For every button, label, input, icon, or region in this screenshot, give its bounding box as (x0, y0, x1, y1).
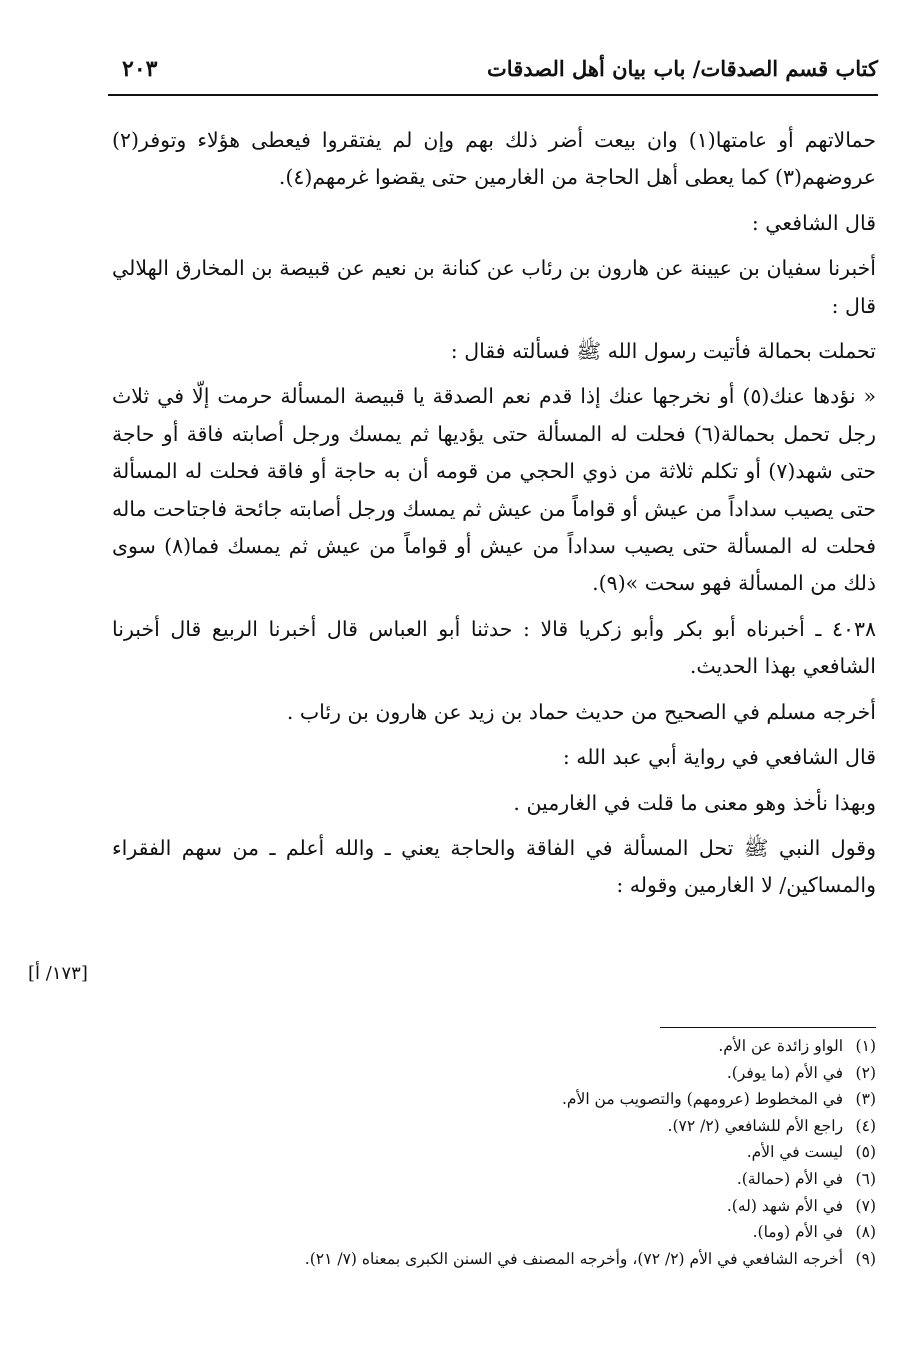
footnote-number: (٨) (855, 1223, 876, 1242)
page-number: ٢٠٣ (122, 56, 158, 82)
footnote-number: (٦) (855, 1169, 876, 1188)
footnote-text: أخرجه الشافعي في الأم (٢/ ٧٢)، وأخرجه المصنف في السنن الكبرى بمعناه (٧/ ٢١). (304, 1249, 844, 1268)
footnote (112, 1139, 876, 1166)
footnote (112, 1113, 876, 1140)
main-text (112, 122, 876, 913)
footnote (112, 1033, 876, 1060)
footnote-divider (660, 1027, 876, 1028)
footnote (112, 1086, 876, 1113)
footnote-text: في الأم (وما). (752, 1223, 844, 1242)
paragraph: ٤٠٣٨ ـ أخبرناه أبو بكر وأبو زكريا قالا : حدثنا أبو العباس قال أخبرنا الربيع قال أخبرنا الشافعي بهذا الحديث. (112, 616, 876, 679)
footnote-text: الواو زائدة عن الأم. (718, 1037, 844, 1055)
footnote-number: (٧) (855, 1196, 876, 1215)
hadith-quote: « نؤدها عنك(٥) أو نخرجها عنك إذا قدم نعم الصدقة يا قبيصة المسألة حرمت إلّا في ثلاث رجل تحمل بحمالة(٦) فحلت له المسألة حتى يؤديها ثم يمسك ورجل أصابته فاقة أو حاجة حتى شهد(٧) أو تكلم ثلاثة من ذوي الحجي من قومه أن به حاجة أو فاقة فحلت له المسألة حتى يصيب سداداً من عيش أو قواماً من عيش ثم يمسك ورجل أصابته جائحة فاجتاحت ماله فحلت له المسألة حتى يصيب سداداً من عيش أو قواماً من عيش ثم يمسك فما(٨) سوى ذلك من المسألة فهو سحت »(٩). (112, 384, 876, 596)
footnote (112, 1166, 876, 1193)
paragraph: قال الشافعي : (751, 210, 876, 235)
footnotes (112, 1033, 876, 1272)
footnote (112, 1060, 876, 1087)
footnote-text: ليست في الأم. (746, 1143, 844, 1162)
footnote-text: في الأم شهد (له). (726, 1196, 844, 1215)
footnote-number: (٤) (855, 1116, 876, 1135)
running-header (108, 52, 878, 96)
footnote-number: (٣) (855, 1090, 876, 1109)
footnote (112, 1246, 876, 1273)
footnote (112, 1219, 876, 1246)
footnote-number: (٩) (855, 1249, 876, 1268)
footnote-text: في الأم (حمالة). (736, 1169, 844, 1188)
footnote-number: (٢) (855, 1063, 876, 1082)
paragraph: وقول النبي ﷺ تحل المسألة في الفاقة والحاجة يعني ـ والله أعلم ـ من سهم الفقراء والمساكين/ لا الغارمين وقوله : (112, 835, 876, 898)
paragraph: أخرجه مسلم في الصحيح من حديث حماد بن زيد عن هارون بن رئاب . (286, 699, 876, 724)
footnote-text: في الأم (ما يوفر). (726, 1063, 844, 1082)
footnote-text: راجع الأم للشافعي (٢/ ٧٢). (667, 1116, 844, 1135)
footnote-text: في المخطوط (عرومهم) والتصويب من الأم. (561, 1090, 844, 1109)
paragraph: قال الشافعي في رواية أبي عبد الله : (562, 745, 876, 770)
footnote-number: (٥) (855, 1143, 876, 1162)
footnote-number: (١) (855, 1037, 876, 1055)
manuscript-folio-marker: [١٧٣/ أ] (28, 963, 88, 984)
header-title: كتاب قسم الصدقات/ باب بيان أهل الصدقات (487, 56, 878, 81)
paragraph: أخبرنا سفيان بن عيينة عن هارون بن رئاب عن كنانة بن نعيم عن قبيصة بن المخارق الهلالي قال : (112, 256, 876, 318)
paragraph: وبهذا نأخذ وهو معنى ما قلت في الغارمين . (513, 790, 876, 815)
paragraph: تحملت بحمالة فأتيت رسول الله ﷺ فسألته فقال : (450, 339, 876, 364)
paragraph: حمالاتهم أو عامتها(١) وان بيعت أضر ذلك بهم وإن لم يفتقروا فيعطى هؤلاء وتوفر(٢) عروضهم(٣) كما يعطى أهل الحاجة من الغارمين حتى يقضوا غرمهم(٤). (112, 128, 876, 190)
footnote (112, 1193, 876, 1220)
